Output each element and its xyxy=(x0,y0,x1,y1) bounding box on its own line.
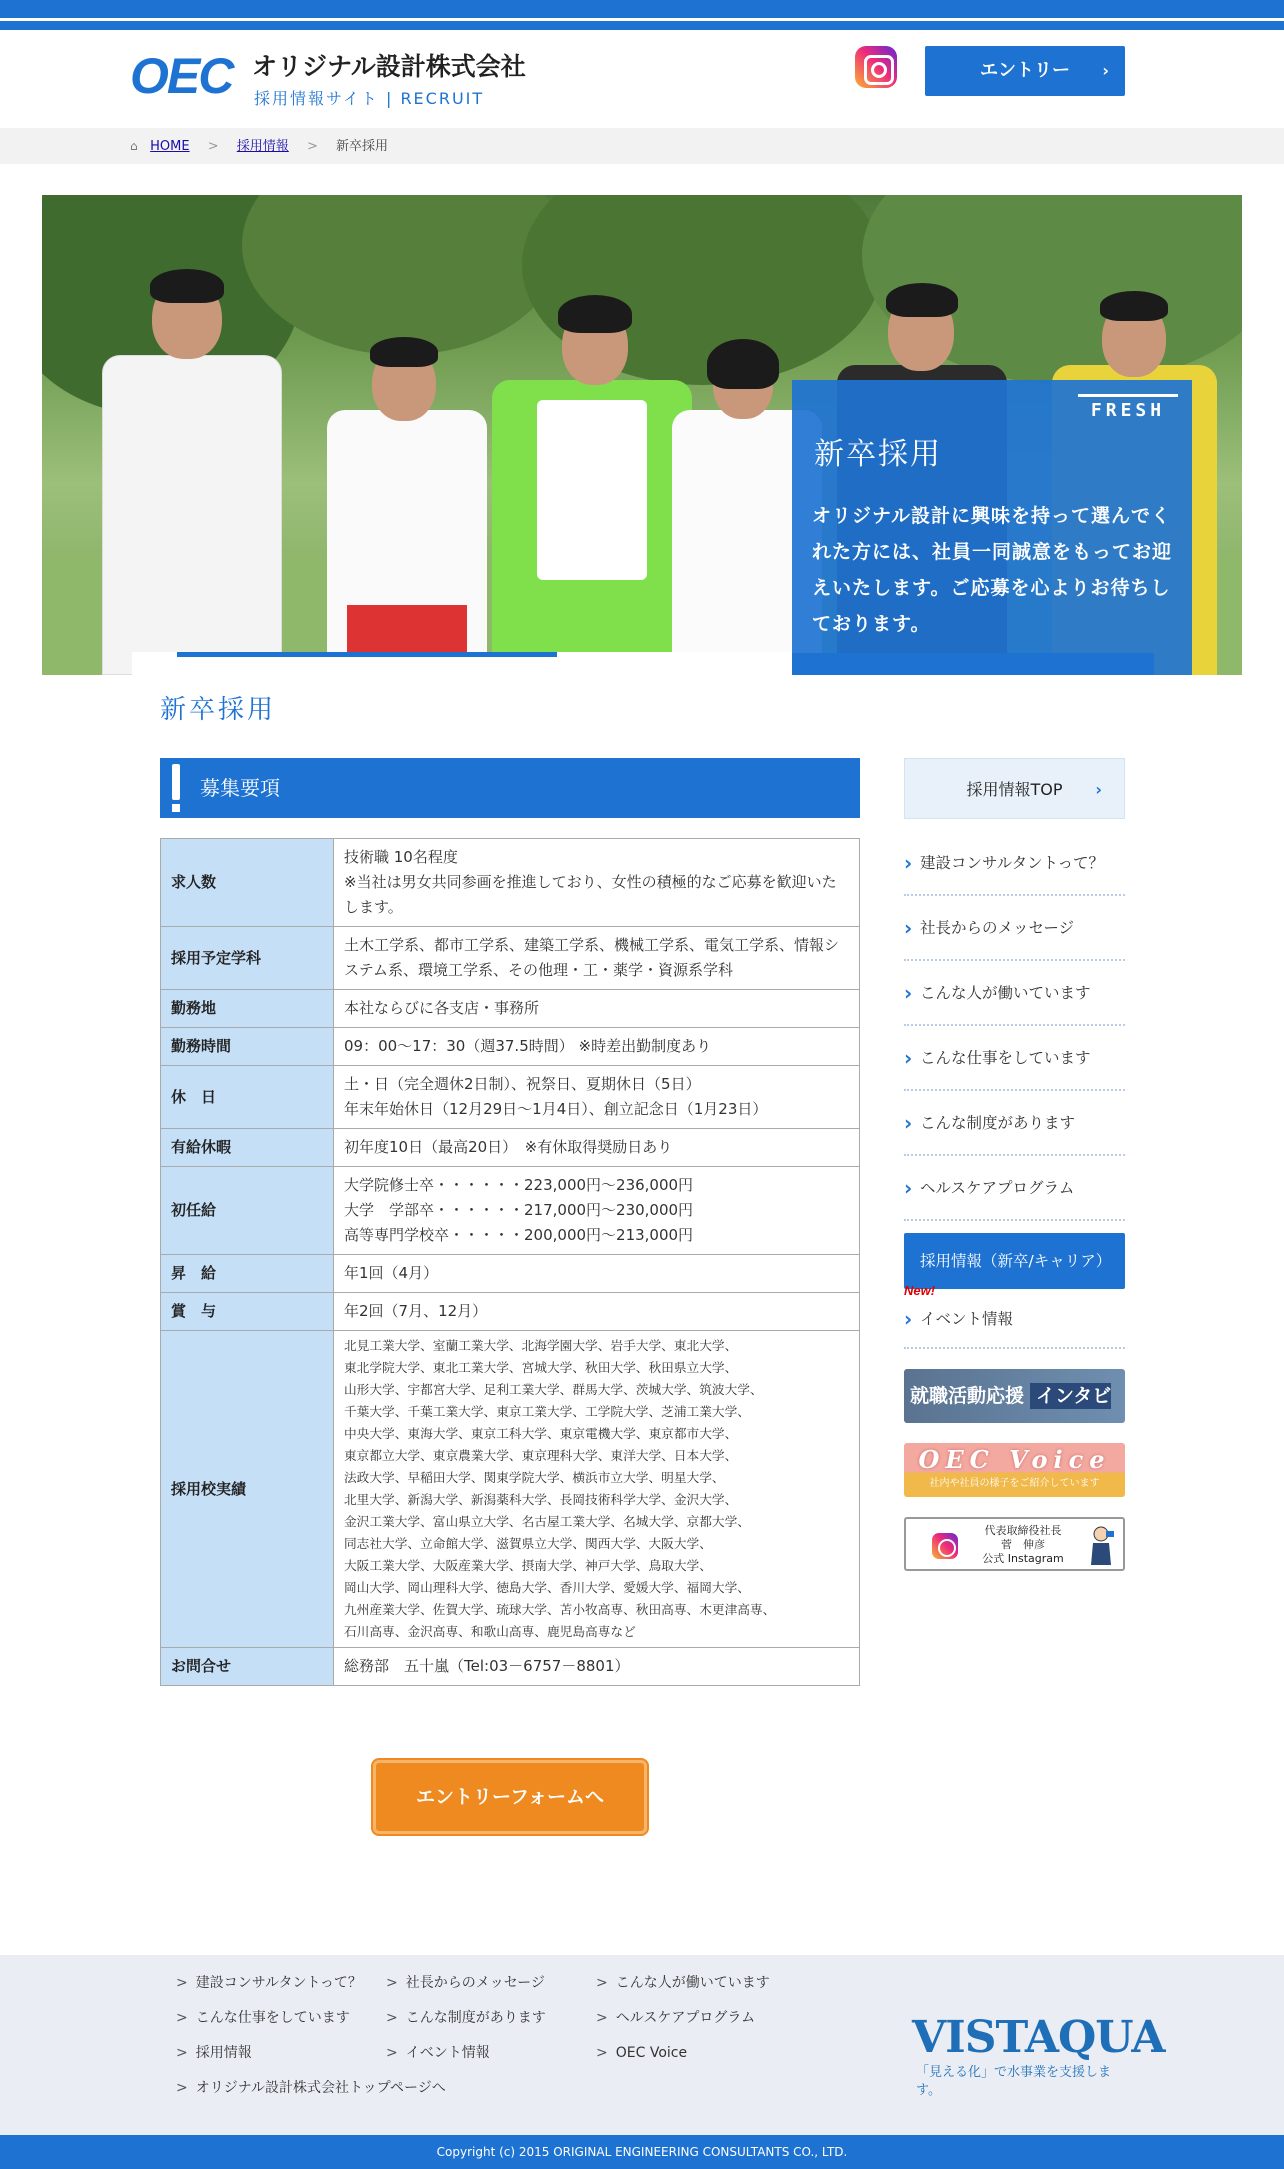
table-row xyxy=(161,927,860,990)
president-name: 菅 伸彦 xyxy=(1001,1538,1045,1551)
row-value xyxy=(334,839,860,927)
row-value-line: 土・日（完全週休2日制）、祝祭日、夏期休日（5日） xyxy=(344,1075,701,1093)
row-value xyxy=(334,1293,860,1331)
sidebar-nav xyxy=(904,831,1125,1349)
row-value-line: 初年度10日（最高20日） ※有休取得奨励日あり xyxy=(344,1138,673,1156)
table-row xyxy=(161,1028,860,1066)
sidebar-item-system[interactable]: › こんな制度があります xyxy=(904,1091,1125,1156)
footer-link[interactable]: > こんな人が働いています xyxy=(596,1973,770,1993)
row-value xyxy=(334,1167,860,1255)
footer-link[interactable]: > こんな仕事をしています xyxy=(176,2008,350,2028)
mascot-icon xyxy=(1086,1525,1116,1565)
home-icon: ⌂ xyxy=(130,139,138,153)
row-value-line: 年1回（4月） xyxy=(344,1264,439,1282)
row-label: 休 日 xyxy=(161,1066,334,1129)
interview-banner[interactable] xyxy=(904,1369,1125,1423)
company-name: オリジナル設計株式会社 xyxy=(252,52,526,81)
footer-link[interactable]: > オリジナル設計株式会社トップページへ xyxy=(176,2078,446,2098)
breadcrumb-home[interactable]: HOME xyxy=(150,139,190,154)
table-row xyxy=(161,1255,860,1293)
vistaqua-tagline: 「見える化」で水事業を支援します。 xyxy=(916,2065,1112,2098)
sidebar-item-label: イベント情報 xyxy=(920,1310,1014,1328)
page-title: 新卒採用 xyxy=(160,695,277,725)
instagram-icon xyxy=(932,1533,958,1559)
chevron-right-icon: › xyxy=(1095,780,1102,799)
table-row xyxy=(161,1331,860,1648)
oec-voice-subtitle: 社内や社員の様子をご紹介しています xyxy=(929,1478,1100,1489)
row-value-line: 山形大学、宇都宮大学、足利工業大学、群馬大学、茨城大学、筑波大学、 xyxy=(344,1382,763,1397)
site-logo[interactable] xyxy=(130,46,530,110)
row-value xyxy=(334,990,860,1028)
row-value-line: 09：00～17：30（週37.5時間） ※時差出勤制度あり xyxy=(344,1037,712,1055)
row-label: 採用予定学科 xyxy=(161,927,334,990)
row-value-line: 石川高専、金沢高専、和歌山高専、鹿児島高専など xyxy=(344,1624,636,1639)
top-accent-bar xyxy=(0,0,1284,30)
sidebar-item-recruit-info[interactable]: 採用情報（新卒/キャリア） xyxy=(904,1233,1125,1289)
table-row xyxy=(161,1066,860,1129)
president-instagram-text xyxy=(968,1524,1078,1566)
row-label: 賞 与 xyxy=(161,1293,334,1331)
hero-description: オリジナル設計に興味を持って選んでくれた方には、社員一同誠意をもってお迎えいたします。ご応募を心よりお待ちしております。 xyxy=(812,505,1173,635)
footer-link[interactable]: > ヘルスケアプログラム xyxy=(596,2008,755,2028)
breadcrumb-current: 新卒採用 xyxy=(335,139,388,154)
sidebar-item-people[interactable]: › こんな人が働いています xyxy=(904,961,1125,1026)
person-figure xyxy=(322,295,492,675)
row-value xyxy=(334,1129,860,1167)
row-label: 勤務時間 xyxy=(161,1028,334,1066)
table-row xyxy=(161,1293,860,1331)
oec-voice-banner[interactable] xyxy=(904,1443,1125,1497)
sidebar-item-president-message[interactable]: › 社長からのメッセージ xyxy=(904,896,1125,961)
president-instagram-banner[interactable] xyxy=(904,1517,1125,1571)
row-label: 昇 給 xyxy=(161,1255,334,1293)
entry-button-label: エントリー xyxy=(980,60,1070,81)
hero-panel-strip xyxy=(792,653,1154,675)
sidebar-item-work[interactable]: › こんな仕事をしています xyxy=(904,1026,1125,1091)
row-value-line: 同志社大学、立命館大学、滋賀県立大学、関西大学、大阪大学、 xyxy=(344,1536,712,1551)
row-value-line: 年2回（7月、12月） xyxy=(344,1302,488,1320)
recruitment-table xyxy=(160,838,860,1686)
entry-button[interactable] xyxy=(925,46,1125,96)
row-value-line: 岡山大学、岡山理科大学、徳島大学、香川大学、愛媛大学、福岡大学、 xyxy=(344,1580,750,1595)
row-label: 採用校実績 xyxy=(161,1331,334,1648)
breadcrumb-separator: > xyxy=(207,139,219,154)
row-value-line: 大学院修士卒・・・・・・223,000円～236,000円 xyxy=(344,1176,694,1194)
logo-mark: OEC xyxy=(130,48,233,104)
main-content xyxy=(160,758,860,1686)
copyright: Copyright (c) 2015 ORIGINAL ENGINEERING CONSULTANTS CO., LTD. xyxy=(0,2135,1284,2169)
sidebar-top-button[interactable] xyxy=(904,758,1125,819)
vistaqua-wordmark: VISTAQUA xyxy=(912,2012,1165,2063)
row-value-line: 本社ならびに各支店・事務所 xyxy=(344,999,540,1017)
row-value-line: 法政大学、早稲田大学、関東学院大学、横浜市立大学、明星大学、 xyxy=(344,1470,725,1485)
hero-image xyxy=(42,195,1242,675)
new-badge: › New! xyxy=(904,1283,936,1298)
row-value-line: 東北学院大学、東北工業大学、宮城大学、秋田大学、秋田県立大学、 xyxy=(344,1360,738,1375)
breadcrumb-recruit[interactable]: 採用情報 xyxy=(236,139,289,154)
row-value-line: 高等専門学校卒・・・・・200,000円～213,000円 xyxy=(344,1226,694,1244)
hero-caption-panel xyxy=(792,380,1192,675)
row-label: 勤務地 xyxy=(161,990,334,1028)
row-value xyxy=(334,1255,860,1293)
row-label: 有給休暇 xyxy=(161,1129,334,1167)
row-value xyxy=(334,1331,860,1648)
sidebar-item-consultant[interactable]: › 建設コンサルタントって？ xyxy=(904,831,1125,896)
breadcrumb xyxy=(0,128,1284,164)
slider-active-bar xyxy=(177,652,557,657)
sidebar xyxy=(904,758,1125,1571)
row-value-line: 金沢工業大学、富山県立大学、名古屋工業大学、名城大学、京都大学、 xyxy=(344,1514,750,1529)
vistaqua-logo[interactable] xyxy=(912,2012,1165,2098)
table-row xyxy=(161,1129,860,1167)
footer-link[interactable]: > 採用情報 xyxy=(176,2043,252,2063)
table-row xyxy=(161,990,860,1028)
row-value-line: 九州産業大学、佐賀大学、琉球大学、苫小牧高専、秋田高専、木更津高専、 xyxy=(344,1602,776,1617)
breadcrumb-separator: > xyxy=(306,139,318,154)
entry-form-button[interactable]: エントリーフォームへ xyxy=(373,1760,647,1834)
section-heading xyxy=(160,758,860,818)
fresh-badge: FRESH xyxy=(1078,394,1178,423)
site-subtitle: 採用情報サイト | RECRUIT xyxy=(254,89,485,108)
footer-link[interactable]: > 建設コンサルタントって？ xyxy=(176,1973,362,1993)
hero-title: 新卒採用 xyxy=(814,437,942,472)
president-title: 代表取締役社長 xyxy=(984,1524,1062,1537)
row-label: 求人数 xyxy=(161,839,334,927)
row-value-line: 中央大学、東海大学、東京工科大学、東京電機大学、東京都市大学、 xyxy=(344,1426,738,1441)
footer-link[interactable]: > OEC Voice xyxy=(596,2043,687,2063)
site-footer xyxy=(0,1955,1284,2135)
table-row xyxy=(161,1648,860,1686)
row-value-line: 総務部 五十嵐（Tel:03－6757－8801） xyxy=(344,1657,630,1675)
row-value-line: 東京都立大学、東京農業大学、東京理科大学、東洋大学、日本大学、 xyxy=(344,1448,738,1463)
person-figure xyxy=(92,255,292,675)
row-value xyxy=(334,1066,860,1129)
row-value-line: 北里大学、新潟大学、新潟薬科大学、長岡技術科学大学、金沢大学、 xyxy=(344,1492,738,1507)
sidebar-top-label: 採用情報TOP xyxy=(966,780,1063,799)
footer-link[interactable]: > こんな制度があります xyxy=(386,2008,546,2028)
sidebar-item-healthcare[interactable]: › ヘルスケアプログラム xyxy=(904,1156,1125,1221)
row-value-line: 土木工学系、都市工学系、建築工学系、機械工学系、電気工学系、情報システム系、環境工学系、その他理・工・薬学・資源系学科 xyxy=(344,936,840,979)
row-value-line: 年末年始休日（12月29日～1月4日）、創立記念日（1月23日） xyxy=(344,1100,768,1118)
sidebar-item-events[interactable] xyxy=(904,1283,1125,1349)
row-value-line: 大学 学部卒・・・・・・217,000円～230,000円 xyxy=(344,1201,694,1219)
person-figure xyxy=(492,265,692,675)
row-label: 初任給 xyxy=(161,1167,334,1255)
row-value-line: ※当社は男女共同参画を推進しており、女性の積極的なご応募を歓迎いたします。 xyxy=(344,873,837,916)
table-row xyxy=(161,839,860,927)
footer-link[interactable]: > イベント情報 xyxy=(386,2043,490,2063)
chevron-right-icon: › xyxy=(1102,61,1109,80)
instagram-label: 公式 Instagram xyxy=(982,1552,1064,1565)
instagram-icon[interactable] xyxy=(855,46,897,88)
interview-banner-highlight: インタビ xyxy=(910,1383,1111,1423)
row-value xyxy=(334,1648,860,1686)
row-value xyxy=(334,1028,860,1066)
table-row xyxy=(161,1167,860,1255)
interview-banner-text: 就職活動応援 xyxy=(910,1385,1025,1407)
row-value xyxy=(334,927,860,990)
site-header xyxy=(0,30,1284,128)
oec-voice-title: OEC Voice xyxy=(918,1445,1111,1474)
row-value-line: 千葉大学、千葉工業大学、東京工業大学、工学院大学、芝浦工業大学、 xyxy=(344,1404,750,1419)
hero-slider-indicator[interactable] xyxy=(132,652,792,675)
row-label: お問合せ xyxy=(161,1648,334,1686)
row-value-line: 大阪工業大学、大阪産業大学、摂南大学、神戸大学、鳥取大学、 xyxy=(344,1558,712,1573)
section-title: 募集要項 xyxy=(200,776,280,800)
row-value-line: 北見工業大学、室蘭工業大学、北海学園大学、岩手大学、東北大学、 xyxy=(344,1338,738,1353)
footer-link[interactable]: > 社長からのメッセージ xyxy=(386,1973,545,1993)
row-value-line: 技術職 10名程度 xyxy=(344,848,458,866)
